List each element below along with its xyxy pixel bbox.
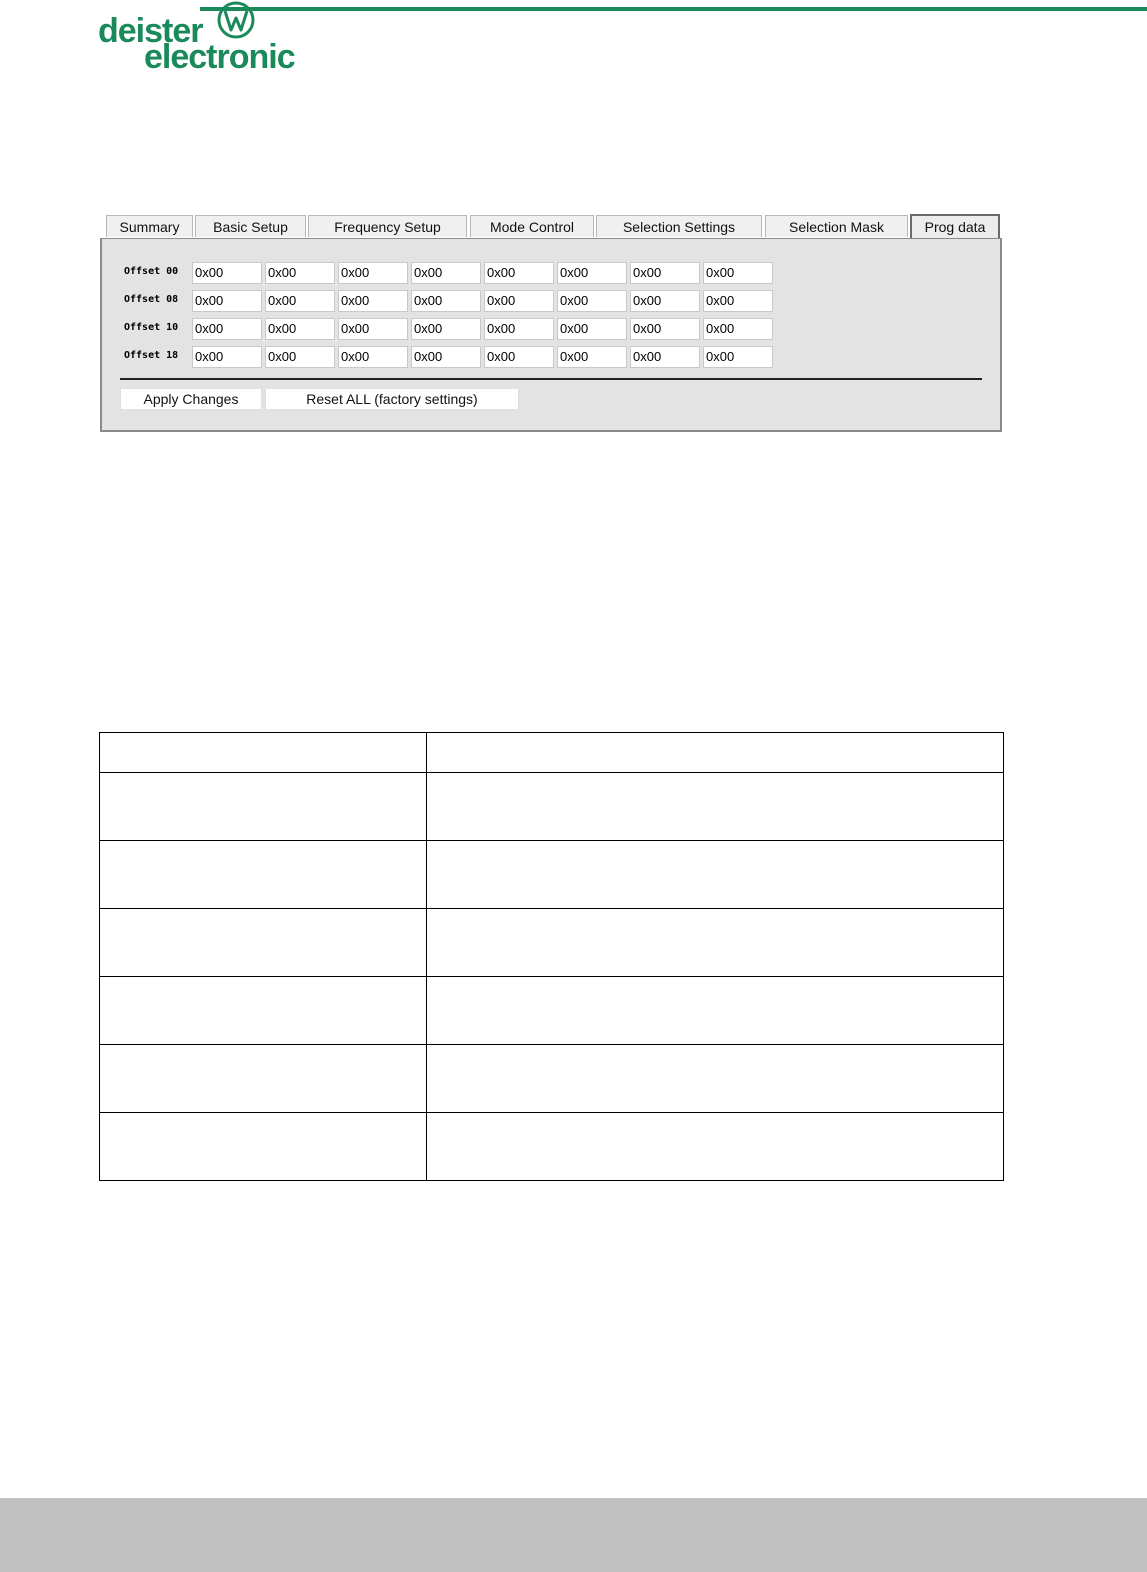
byte-field[interactable]: 0x00	[703, 346, 773, 368]
byte-field[interactable]: 0x00	[265, 318, 335, 340]
byte-field[interactable]: 0x00	[338, 290, 408, 312]
table-cell	[100, 977, 427, 1045]
byte-field[interactable]: 0x00	[484, 262, 554, 284]
byte-field[interactable]: 0x00	[265, 290, 335, 312]
header-rule	[200, 7, 1147, 11]
byte-field[interactable]: 0x00	[411, 346, 481, 368]
byte-field[interactable]: 0x00	[411, 318, 481, 340]
byte-field[interactable]: 0x00	[192, 318, 262, 340]
byte-field[interactable]: 0x00	[411, 290, 481, 312]
offset-label: Offset 08	[124, 294, 179, 305]
byte-field[interactable]: 0x00	[265, 346, 335, 368]
table-cell	[427, 1045, 1004, 1113]
table-cell	[100, 773, 427, 841]
byte-field[interactable]: 0x00	[338, 262, 408, 284]
tab-selection-settings[interactable]: Selection Settings	[596, 215, 762, 237]
tab-selection-mask[interactable]: Selection Mask	[765, 215, 908, 237]
byte-field[interactable]: 0x00	[192, 262, 262, 284]
table-cell	[100, 909, 427, 977]
tab-prog-data[interactable]: Prog data	[910, 214, 1000, 239]
company-logo	[98, 0, 298, 74]
byte-field[interactable]: 0x00	[557, 290, 627, 312]
deister-w-emblem-icon	[216, 0, 256, 40]
byte-field[interactable]: 0x00	[338, 346, 408, 368]
table-row	[100, 773, 1004, 841]
byte-field[interactable]: 0x00	[484, 318, 554, 340]
tab-bar	[106, 213, 1002, 239]
logo-text-line1: deister	[98, 12, 203, 50]
offset-label: Offset 10	[124, 322, 179, 333]
table-row	[100, 977, 1004, 1045]
table-cell	[100, 733, 427, 773]
byte-field[interactable]: 0x00	[192, 290, 262, 312]
table-row	[100, 1045, 1004, 1113]
byte-field[interactable]: 0x00	[338, 318, 408, 340]
description-table	[99, 732, 1004, 1181]
page-footer	[0, 1498, 1147, 1572]
table-row	[100, 841, 1004, 909]
byte-field[interactable]: 0x00	[703, 262, 773, 284]
divider	[120, 378, 982, 380]
table-row	[100, 909, 1004, 977]
table-cell	[427, 733, 1004, 773]
table-cell	[427, 977, 1004, 1045]
byte-field[interactable]: 0x00	[265, 262, 335, 284]
table-cell	[427, 909, 1004, 977]
byte-field[interactable]: 0x00	[484, 346, 554, 368]
offset-label: Offset 00	[124, 266, 179, 277]
logo-text-line2: electronic	[144, 38, 295, 76]
table-cell	[100, 1045, 427, 1113]
table-header-row	[100, 733, 1004, 773]
offset-label: Offset 18	[124, 350, 179, 361]
tab-mode-control[interactable]: Mode Control	[470, 215, 594, 237]
byte-field[interactable]: 0x00	[557, 318, 627, 340]
tab-summary[interactable]: Summary	[106, 215, 193, 237]
byte-field[interactable]: 0x00	[630, 290, 700, 312]
tab-frequency-setup[interactable]: Frequency Setup	[308, 215, 467, 237]
table-cell	[100, 1113, 427, 1181]
byte-field[interactable]: 0x00	[484, 290, 554, 312]
byte-field[interactable]: 0x00	[630, 318, 700, 340]
byte-field[interactable]: 0x00	[630, 262, 700, 284]
byte-field[interactable]: 0x00	[411, 262, 481, 284]
table-row	[100, 1113, 1004, 1181]
byte-field[interactable]: 0x00	[557, 262, 627, 284]
table-cell	[427, 841, 1004, 909]
table-cell	[100, 841, 427, 909]
byte-field[interactable]: 0x00	[703, 318, 773, 340]
byte-field[interactable]: 0x00	[192, 346, 262, 368]
apply-changes-button[interactable]: Apply Changes	[120, 388, 262, 410]
table-cell	[427, 1113, 1004, 1181]
byte-field[interactable]: 0x00	[630, 346, 700, 368]
reset-all-button[interactable]: Reset ALL (factory settings)	[265, 388, 519, 410]
tab-basic-setup[interactable]: Basic Setup	[195, 215, 306, 237]
byte-field[interactable]: 0x00	[703, 290, 773, 312]
byte-field[interactable]: 0x00	[557, 346, 627, 368]
settings-panel	[100, 213, 1002, 432]
table-cell	[427, 773, 1004, 841]
prog-data-frame	[100, 238, 1002, 432]
